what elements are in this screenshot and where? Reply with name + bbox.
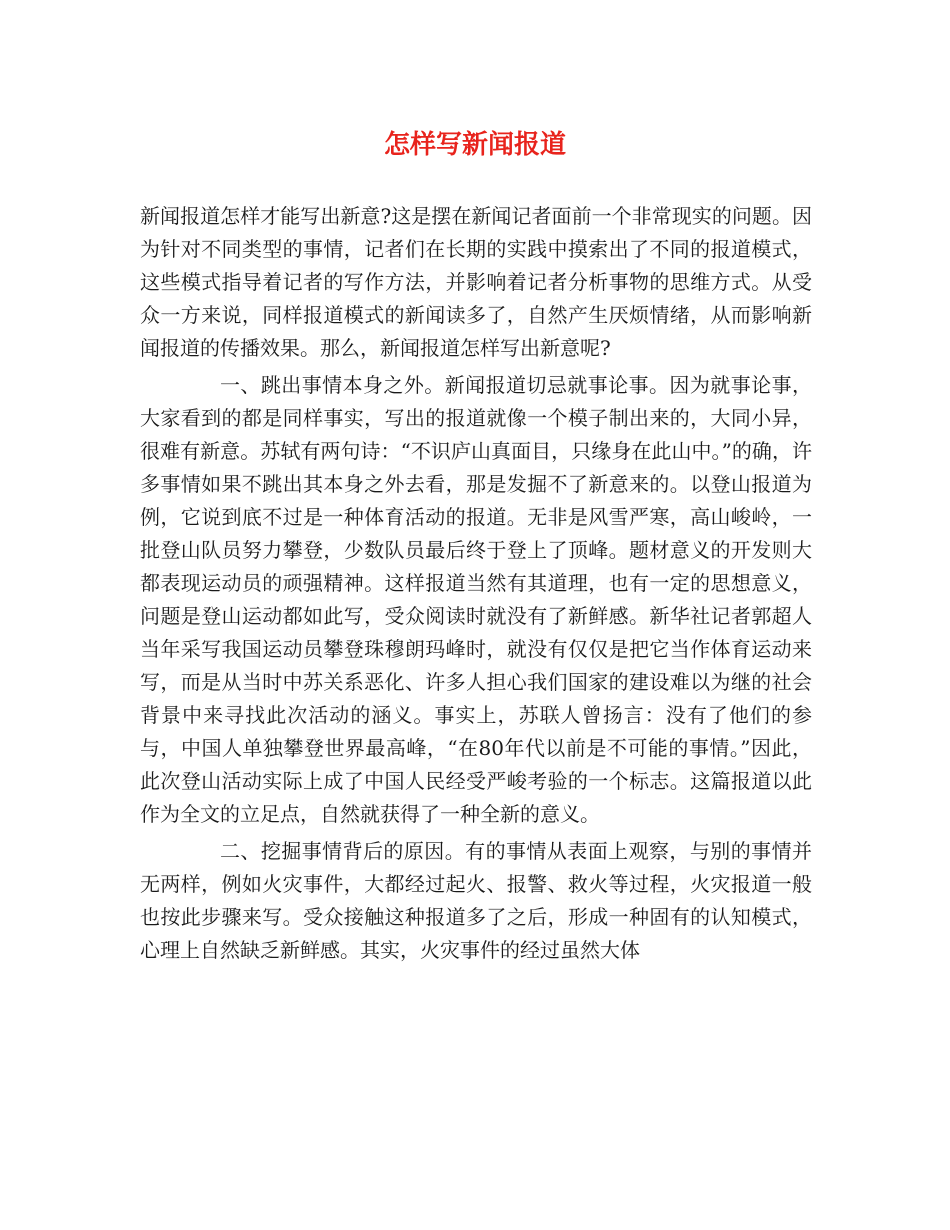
paragraph-point-two: 二、挖掘事情背后的原因。有的事情从表面上观察，与别的事情并无两样，例如火灾事件，大都经过起火、报警、救火等过程，火灾报道一般也按此步骤来写。受众接触这种报道多了之后，形成一种固有的认知模式，心理上自然缺乏新鲜感。其实，火灾事件的经过虽然大体 <box>140 839 812 962</box>
document-title: 怎样写新闻报道 <box>383 130 566 160</box>
paragraph-intro: 新闻报道怎样才能写出新意?这是摆在新闻记者面前一个非常现实的问题。因为针对不同类型的事情，记者们在长期的实践中摸索出了不同的报道模式，这些模式指导着记者的写作方法，并影响着记者分析事物的思维方式。从受众一方来说，同样报道模式的新闻读多了，自然产生厌烦情绪，从而影响新闻报道的传播效果。那么，新闻报道怎样写出新意呢? <box>140 204 812 360</box>
document-body <box>140 200 812 967</box>
paragraph-point-one: 一、跳出事情本身之外。新闻报道切忌就事论事。因为就事论事，大家看到的都是同样事实，写出的报道就像一个模子制出来的，大同小异，很难有新意。苏轼有两句诗：“不识庐山真面目，只缘身在此山中。”的确，许多事情如果不跳出其本身之外去看，那是发掘不了新意来的。以登山报道为例，它说到底不过是一种体育活动的报道。无非是风雪严寒，高山峻岭，一批登山队员努力攀登，少数队员最后终于登上了顶峰。题材意义的开发则大都表现运动员的顽强精神。这样报道当然有其道理，也有一定的思想意义，问题是登山运动都如此写，受众阅读时就没有了新鲜感。新华社记者郭超人当年采写我国运动员攀登珠穆朗玛峰时，就没有仅仅是把它当作体育运动来写，而是从当时中苏关系恶化、许多人担心我们国家的建设难以为继的社会背景中来寻找此次活动的涵义。事实上，苏联人曾扬言：没有了他们的参与，中国人单独攀登世界最高峰，“在80年代以前是不可能的事情。”因此，此次登山活动实际上成了中国人民经受严峻考验的一个标志。这篇报道以此作为全文的立足点，自然就获得了一种全新的意义。 <box>140 373 812 826</box>
